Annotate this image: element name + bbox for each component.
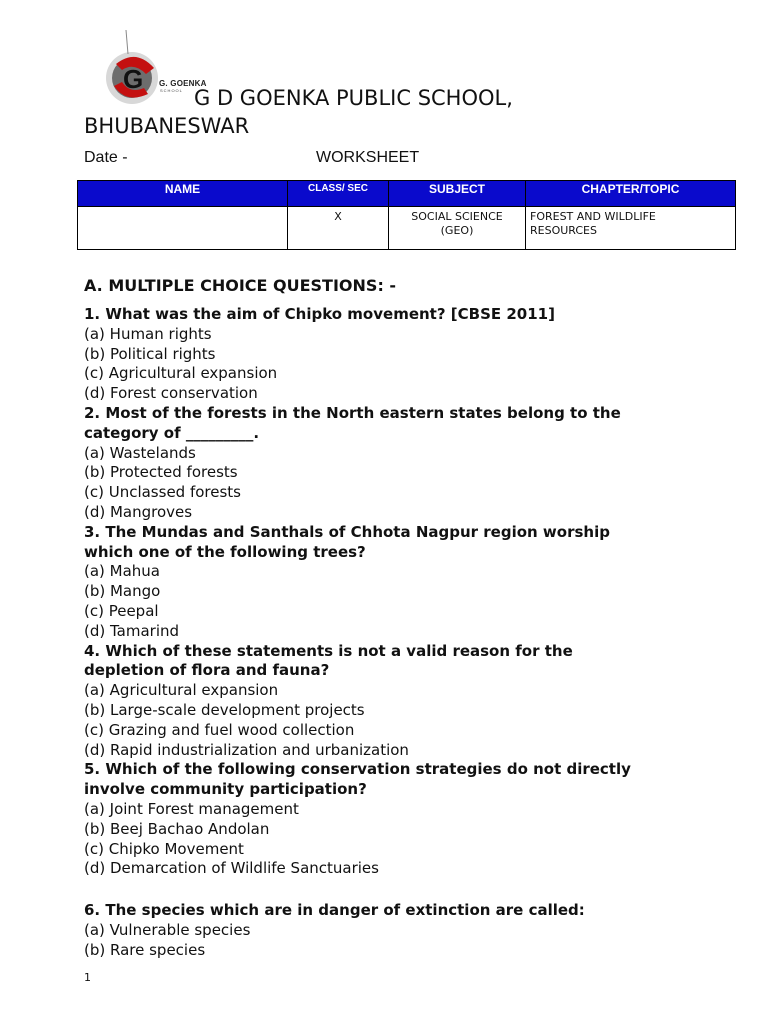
question-text: which one of the following trees? [84, 542, 366, 561]
option: (b) Large-scale development projects [84, 700, 365, 719]
question-text: 3. The Mundas and Santhals of Chhota Nagpur region worship [84, 522, 610, 541]
logo-subtext: SCHOOL [160, 88, 183, 93]
chapter-line1: FOREST AND WILDLIFE [530, 210, 656, 223]
option: (c) Agricultural expansion [84, 364, 278, 383]
question-2 [84, 404, 724, 523]
question-text: category of _________. [84, 423, 260, 442]
option: (c) Peepal [84, 601, 159, 620]
school-name [84, 84, 704, 140]
option: (a) Human rights [84, 324, 212, 343]
option: (c) Grazing and fuel wood collection [84, 720, 355, 739]
option: (d) Tamarind [84, 621, 180, 640]
option: (a) Agricultural expansion [84, 681, 279, 700]
option: (b) Mango [84, 582, 161, 601]
question-6 [84, 901, 724, 960]
question-text: 5. Which of the following conservation strategies do not directly [84, 760, 631, 779]
question-3 [84, 523, 724, 642]
question-text: 4. Which of these statements is not a valid reason for the [84, 641, 573, 660]
header-chapter-topic: CHAPTER/TOPIC [526, 181, 736, 207]
option: (c) Unclassed forests [84, 483, 241, 502]
question-text: 1. What was the aim of Chipko movement? [CBSE 2011] [84, 305, 555, 323]
question-text: depletion of flora and fauna? [84, 661, 330, 680]
worksheet-title: WORKSHEET [316, 149, 420, 166]
student-info-table [77, 180, 736, 250]
section-title: A. MULTIPLE CHOICE QUESTIONS: - [84, 276, 397, 295]
header-name: NAME [78, 181, 288, 207]
option: (d) Forest conservation [84, 384, 258, 403]
question-5 [84, 760, 724, 879]
school-name-line1: G D GOENKA PUBLIC SCHOOL, [194, 86, 513, 110]
page-number: 1 [84, 971, 91, 984]
option: (c) Chipko Movement [84, 839, 244, 858]
question-1 [84, 305, 724, 404]
subject-line1: SOCIAL SCIENCE [411, 210, 503, 223]
info-table-row [78, 207, 736, 250]
option: (d) Rapid industrialization and urbanization [84, 740, 409, 759]
header-subject: SUBJECT [389, 181, 526, 207]
header-class-sec: CLASS/ SEC [288, 181, 389, 207]
school-name-line2: BHUBANESWAR [84, 114, 250, 138]
option: (a) Joint Forest management [84, 799, 299, 818]
subject-cell [389, 207, 526, 250]
option: (b) Rare species [84, 940, 206, 959]
option: (a) Mahua [84, 562, 161, 581]
date-label: Date - [84, 149, 128, 166]
question-text: involve community participation? [84, 780, 367, 799]
option: (b) Protected forests [84, 463, 238, 482]
name-cell[interactable] [78, 207, 288, 250]
svg-text:G: G [123, 64, 144, 94]
subject-line2: (GEO) [440, 224, 474, 237]
question-4 [84, 642, 724, 761]
option: (a) Vulnerable species [84, 920, 251, 939]
option: (b) Political rights [84, 344, 216, 363]
option: (d) Demarcation of Wildlife Sanctuaries [84, 859, 379, 878]
logo-wordmark: G. GOENKA [159, 79, 207, 88]
option: (b) Beej Bachao Andolan [84, 819, 270, 838]
option: (d) Mangroves [84, 502, 193, 521]
question-text: 6. The species which are in danger of extinction are called: [84, 901, 585, 920]
class-cell: X [288, 207, 389, 250]
chapter-line2: RESOURCES [530, 224, 597, 237]
worksheet-content [84, 276, 724, 961]
question-text: 2. Most of the forests in the North eastern states belong to the [84, 403, 621, 422]
chapter-cell [526, 207, 736, 250]
spacer [84, 879, 724, 901]
info-table-header-row [78, 181, 736, 207]
option: (a) Wastelands [84, 443, 196, 462]
